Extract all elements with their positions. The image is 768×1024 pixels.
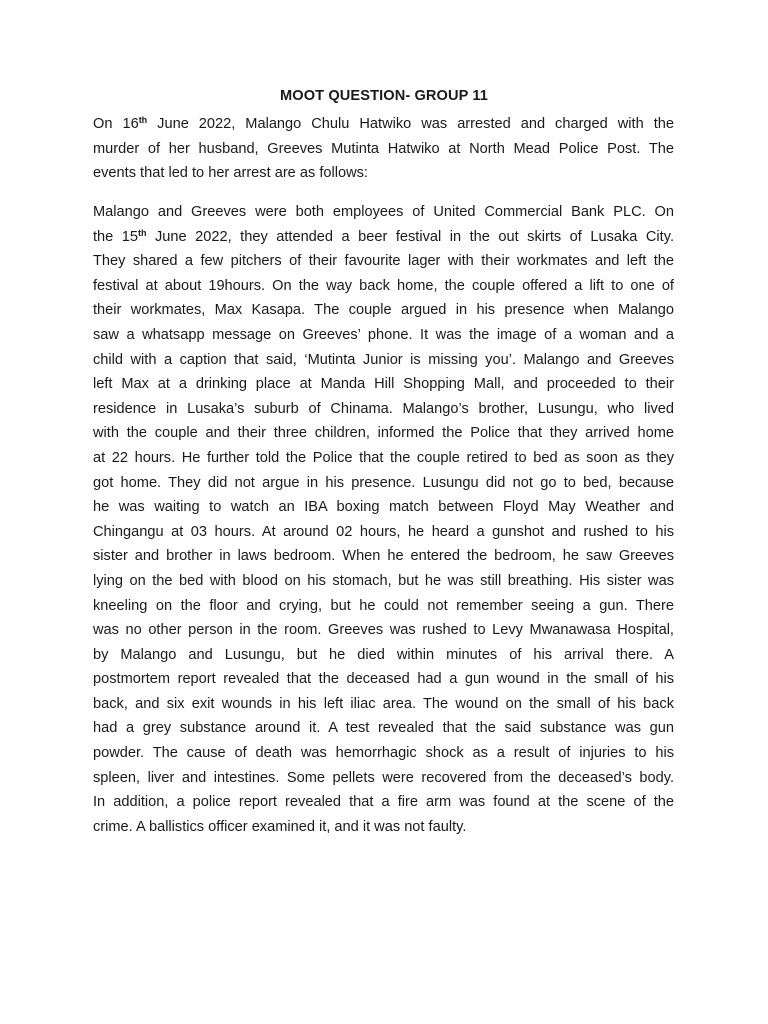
text-line: with the couple and their three children, informed the Police that they arrived home xyxy=(93,425,674,442)
text-line: left Max at a drinking place at Manda Hill Shopping Mall, and proceeded to their xyxy=(93,376,674,393)
text-line: postmortem report revealed that the deceased had a gun wound in the small of his xyxy=(93,671,674,688)
text-line: On 16th June 2022, Malango Chulu Hatwiko was arrested and charged with the xyxy=(93,115,674,132)
text-line: by Malango and Lusungu, but he died within minutes of his arrival there. A xyxy=(93,646,674,663)
text-line: he was waiting to watch an IBA boxing match between Floyd May Weather and xyxy=(93,499,674,516)
text-line: events that led to her arrest are as follows: xyxy=(93,165,368,182)
text-line: back, and six exit wounds in his left iliac area. The wound on the small of his back xyxy=(93,695,674,712)
ordinal-superscript: th xyxy=(138,227,147,238)
text-line: residence in Lusaka’s suburb of Chinama. Malango’s brother, Lusungu, who lived xyxy=(93,400,674,417)
document-title: MOOT QUESTION- GROUP 11 xyxy=(280,88,488,104)
text-line: lying on the bed with blood on his stomach, but he was still breathing. His sister was xyxy=(93,572,674,589)
text-line: In addition, a police report revealed that a fire arm was found at the scene of the xyxy=(93,794,674,811)
text-line: their workmates, Max Kasapa. The couple argued in his presence when Malango xyxy=(93,302,674,319)
text-line: had a grey substance around it. A test revealed that the said substance was gun xyxy=(93,720,674,737)
text-line: got home. They did not argue in his presence. Lusungu did not go to bed, because xyxy=(93,474,674,491)
text-line: spleen, liver and intestines. Some pellets were recovered from the deceased’s body. xyxy=(93,769,674,786)
text-line: the 15th June 2022, they attended a beer festival in the out skirts of Lusaka City. xyxy=(93,227,674,245)
text-line: powder. The cause of death was hemorrhagic shock as a result of injuries to his xyxy=(93,745,674,762)
text-line: festival at about 19hours. On the way back home, the couple offered a lift to one of xyxy=(93,277,674,294)
text-line: kneeling on the floor and crying, but he could not remember seeing a gun. There xyxy=(93,597,674,614)
paragraph-intro xyxy=(93,112,674,186)
text-line: was no other person in the room. Greeves was rushed to Levy Mwanawasa Hospital, xyxy=(93,622,674,639)
text-line: They shared a few pitchers of their favourite lager with their workmates and left the xyxy=(93,253,674,270)
paragraph-events xyxy=(93,200,674,839)
text-line: Chingangu at 03 hours. At around 02 hours, he heard a gunshot and rushed to his xyxy=(93,523,674,540)
text-line: saw a whatsapp message on Greeves’ phone. It was the image of a woman and a xyxy=(93,326,674,343)
text-line: at 22 hours. He further told the Police that the couple retired to bed as soon as they xyxy=(93,449,674,466)
text-line: murder of her husband, Greeves Mutinta Hatwiko at North Mead Police Post. The xyxy=(93,140,674,157)
text-line: sister and brother in laws bedroom. When he entered the bedroom, he saw Greeves xyxy=(93,548,674,565)
text-line: Malango and Greeves were both employees of United Commercial Bank PLC. On xyxy=(93,204,674,220)
text-line: crime. A ballistics officer examined it, and it was not faulty. xyxy=(93,818,467,835)
text-line: child with a caption that said, ‘Mutinta Junior is missing you’. Malango and Greeves xyxy=(93,351,674,368)
ordinal-superscript: th xyxy=(138,115,148,125)
